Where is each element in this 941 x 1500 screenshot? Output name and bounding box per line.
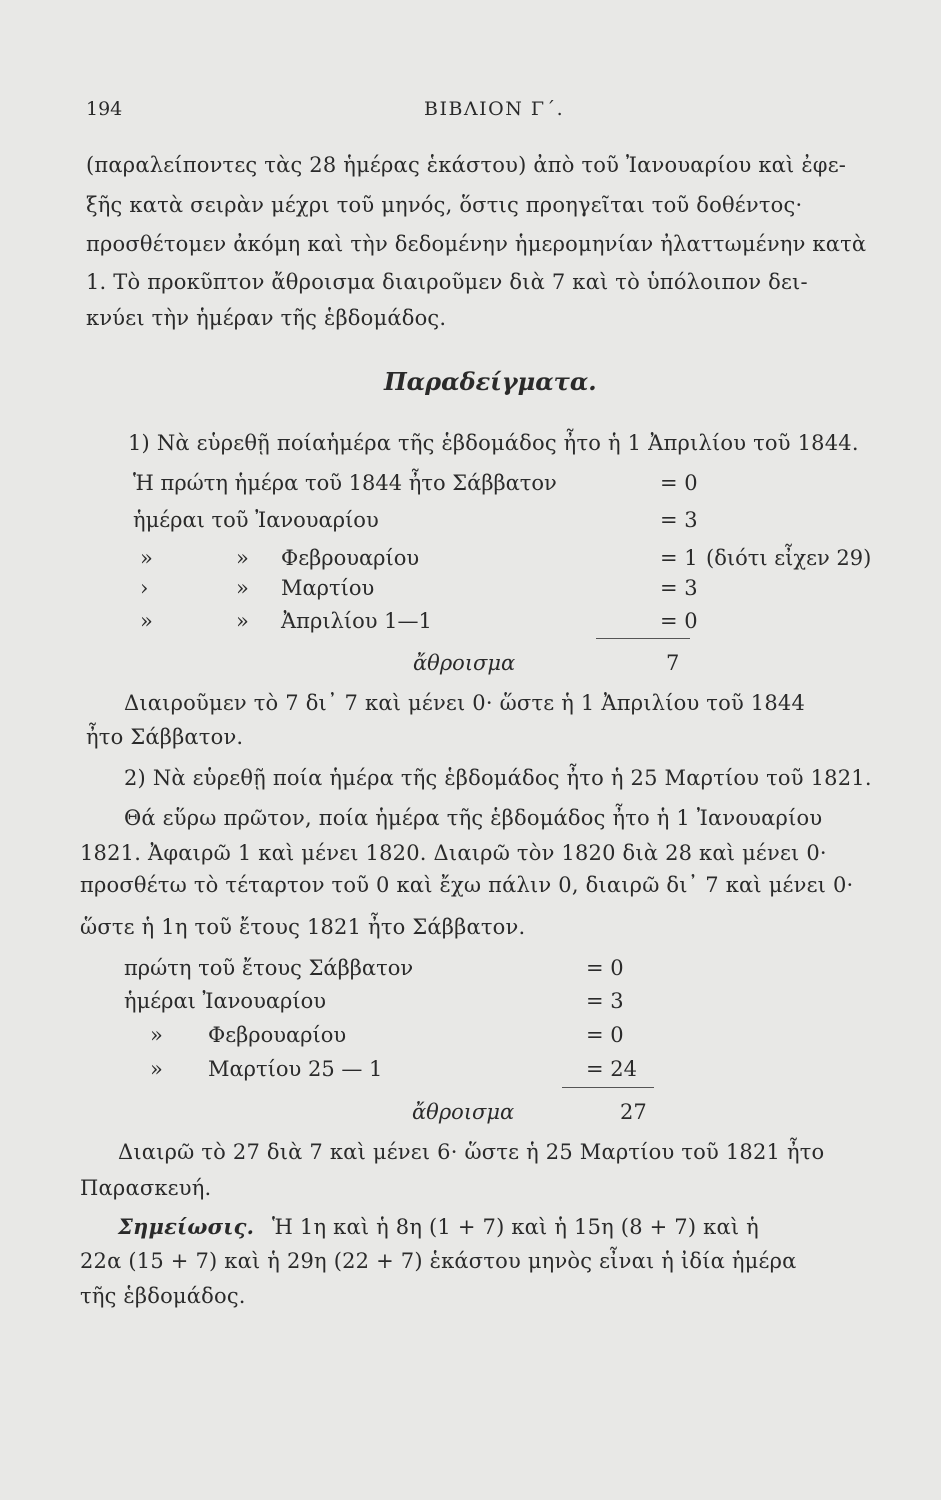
ex2-row-label: πρώτη τοῦ ἔτους Σάββατον [124, 956, 414, 980]
ex1-row-label: Μαρτίου [281, 576, 375, 600]
ex2-row-value: = 0 [586, 1023, 624, 1047]
ex1-row-value: = 3 [660, 576, 698, 600]
ex1-row-value: = 3 [660, 508, 698, 532]
intro-line: κνύει τὴν ἡμέραν τῆς ἑβδομάδος. [86, 306, 447, 330]
ex1-row-label: Φεβρουαρίου [281, 546, 420, 570]
intro-line: ξῆς κατὰ σειρὰν μέχρι τοῦ μηνός, ὅστις προηγεῖται τοῦ δοθέντος· [86, 193, 803, 217]
ex1-row-note: (διότι εἶχεν 29) [706, 546, 872, 570]
ditto-mark: › [140, 576, 149, 600]
note-line: 22α (15 + 7) καὶ ἡ 29η (22 + 7) ἑκάστου μηνὸς εἶναι ἡ ἰδία ἡμέρα [80, 1249, 797, 1273]
running-title: ΒΙΒΛΙΟΝ Γ΄. [424, 98, 565, 120]
ex2-row-label: ἡμέραι Ἰανουαρίου [124, 989, 327, 1013]
ditto-mark: » [140, 546, 153, 570]
ditto-mark: » [236, 576, 249, 600]
ex2-text-line: ὥστε ἡ 1η τοῦ ἔτους 1821 ἦτο Σάββατον. [80, 915, 526, 939]
ex2-text-line: 1821. Ἀφαιρῶ 1 καὶ μένει 1820. Διαιρῶ τὸν 1820 διὰ 28 καὶ μένει 0· [80, 841, 827, 865]
ditto-mark: » [150, 1057, 163, 1081]
note-line: τῆς ἑβδομάδος. [80, 1284, 246, 1308]
ex1-sum-label: ἄθροισμα [413, 651, 516, 675]
example1-question: 1) Νὰ εὑρεθῇ ποίαἡμέρα τῆς ἑβδομάδος ἦτο ἡ 1 Ἀπριλίου τοῦ 1844. [128, 431, 859, 455]
examples-heading: Παραδείγματα. [384, 367, 597, 396]
intro-line: (παραλείποντες τὰς 28 ἡμέρας ἑκάστου) ἀπὸ τοῦ Ἰανουαρίου καὶ ἐφε- [86, 153, 847, 177]
page-number: 194 [86, 98, 123, 120]
note-label: Σημείωσις. [118, 1214, 255, 1239]
ex2-text-line: προσθέτω τὸ τέταρτον τοῦ 0 καὶ ἔχω πάλιν 0, διαιρῶ δι᾽ 7 καὶ μένει 0· [80, 873, 854, 897]
ex1-row-value: = 0 [660, 471, 698, 495]
ex2-row-value: = 24 [586, 1057, 637, 1081]
ex2-conclusion-line: Διαιρῶ τὸ 27 διὰ 7 καὶ μένει 6· ὥστε ἡ 25 Μαρτίου τοῦ 1821 ἦτο [118, 1140, 825, 1164]
ex1-row-label: ἡμέραι τοῦ Ἰανουαρίου [133, 508, 379, 532]
ex1-row-value: = 1 [660, 546, 698, 570]
ex1-row-value: = 0 [660, 609, 698, 633]
ex1-sum-value: 7 [666, 651, 680, 675]
ex1-conclusion-line: Διαιροῦμεν τὸ 7 δι᾽ 7 καὶ μένει 0· ὥστε ἡ 1 Ἀπριλίου τοῦ 1844 [124, 691, 806, 715]
ex1-row-label: Ἀπριλίου 1—1 [281, 609, 432, 633]
ex2-sum-label: ἄθροισμα [412, 1100, 515, 1124]
sum-rule [596, 638, 690, 639]
note-line: Ἡ 1η καὶ ἡ 8η (1 + 7) καὶ ἡ 15η (8 + 7) καὶ ἡ [272, 1215, 759, 1239]
example2-question: 2) Νὰ εὑρεθῇ ποία ἡμέρα τῆς ἑβδομάδος ἦτο ἡ 25 Μαρτίου τοῦ 1821. [124, 766, 872, 790]
ex2-text-line: Θά εὕρω πρῶτον, ποία ἡμέρα τῆς ἑβδομάδος ἦτο ἡ 1 Ἰανουαρίου [124, 806, 823, 830]
ditto-mark: » [140, 609, 153, 633]
ditto-mark: » [236, 609, 249, 633]
ex1-row-label: Ἡ πρώτη ἡμέρα τοῦ 1844 ἦτο Σάββατον [133, 471, 557, 495]
sum-rule [562, 1087, 654, 1088]
ex2-row-label: Φεβρουαρίου [208, 1023, 347, 1047]
ex2-sum-value: 27 [620, 1100, 647, 1124]
ex2-row-value: = 0 [586, 956, 624, 980]
ex1-conclusion-line: ἦτο Σάββατον. [86, 725, 244, 749]
ex2-conclusion-line: Παρασκευή. [80, 1176, 212, 1200]
intro-line: 1. Τὸ προκῦπτον ἄθροισμα διαιροῦμεν διὰ 7 καὶ τὸ ὑπόλοιπον δει- [86, 270, 808, 294]
ex2-row-label: Μαρτίου 25 — 1 [208, 1057, 383, 1081]
ex2-row-value: = 3 [586, 989, 624, 1013]
ditto-mark: » [236, 546, 249, 570]
intro-line: προσθέτομεν ἀκόμη καὶ τὴν δεδομένην ἡμερομηνίαν ἠλαττωμένην κατὰ [86, 232, 867, 256]
ditto-mark: » [150, 1023, 163, 1047]
